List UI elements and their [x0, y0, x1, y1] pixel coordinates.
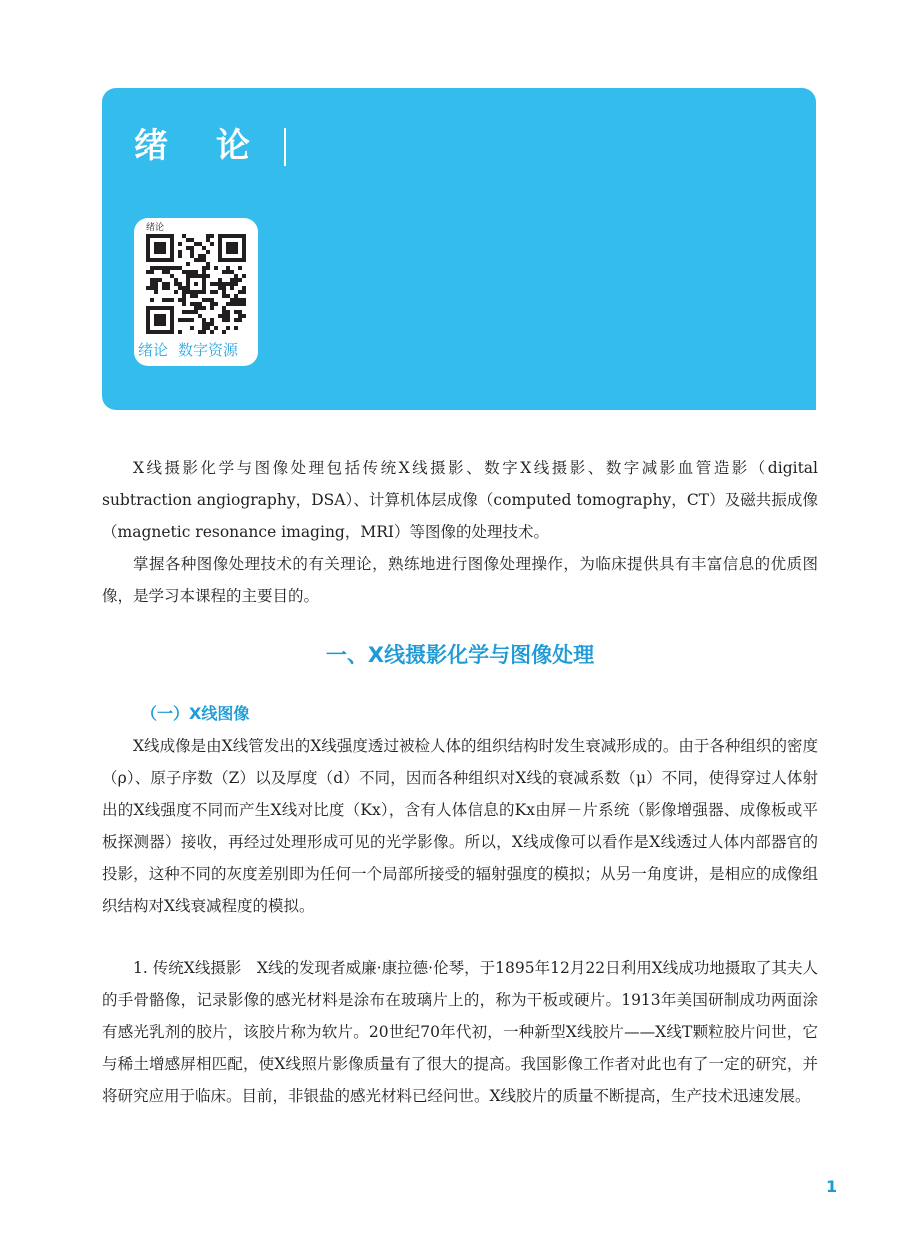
qr-code-icon[interactable] [146, 234, 246, 334]
intro-paragraph-2: 掌握各种图像处理技术的有关理论，熟练地进行图像处理操作，为临床提供具有丰富信息的优质图像，是学习本课程的主要目的。 [102, 555, 818, 605]
intro-paragraph-1: X线摄影化学与图像处理包括传统X线摄影、数字X线摄影、数字减影血管造影（digital subtraction angiography，DSA）、计算机体层成像（computed tomography，CT）及磁共振成像（magnetic resonance imaging，MRI）等图像的处理技术。 [102, 459, 818, 541]
chapter-banner [102, 88, 816, 410]
title-divider [284, 128, 286, 166]
qr-label-left: 绪论 [138, 341, 169, 359]
qr-small-caption: 绪论 [146, 223, 165, 233]
qr-label [138, 340, 258, 360]
page-number: 1 [826, 1177, 838, 1196]
qr-label-right: 数字资源 [178, 341, 239, 359]
xray-image-paragraph: X线成像是由X线管发出的X线强度透过被检人体的组织结构时发生衰减形成的。由于各种组织的密度（ρ）、原子序数（Z）以及厚度（d）不同，因而各种组织对X线的衰减系数（μ）不同，使得穿过人体射出的X线强度不同而产生X线对比度（Kx），含有人体信息的Kx由屏－片系统（影像增强器、成像板或平板探测器）接收，再经过处理形成可见的光学影像。所以，X线成像可以看作是X线透过人体内部器官的投影，这种不同的灰度差别即为任何一个局部所接受的辐射强度的模拟；从另一角度讲，是相应的成像组织结构对X线衰减程度的模拟。 [102, 737, 818, 915]
section-heading: 一、X线摄影化学与图像处理 [325, 643, 595, 667]
subsection-heading: （一）X线图像 [141, 704, 250, 723]
chapter-title: 绪 论 [134, 126, 268, 166]
traditional-xray-paragraph: 1. 传统X线摄影 X线的发现者威廉·康拉德·伦琴，于1895年12月22日利用X线成功地摄取了其夫人的手骨骼像，记录影像的感光材料是涂布在玻璃片上的，称为干板或硬片。1913年美国研制成功两面涂有感光乳剂的胶片，该胶片称为软片。20世纪70年代初，一种新型X线胶片——X线T颗粒胶片问世，它与稀土增感屏相匹配，使X线照片影像质量有了很大的提高。我国影像工作者对此也有了一定的研究，并将研究应用于临床。目前，非银盐的感光材料已经问世。X线胶片的质量不断提高，生产技术迅速发展。 [102, 959, 818, 1105]
qr-card[interactable] [134, 218, 258, 366]
